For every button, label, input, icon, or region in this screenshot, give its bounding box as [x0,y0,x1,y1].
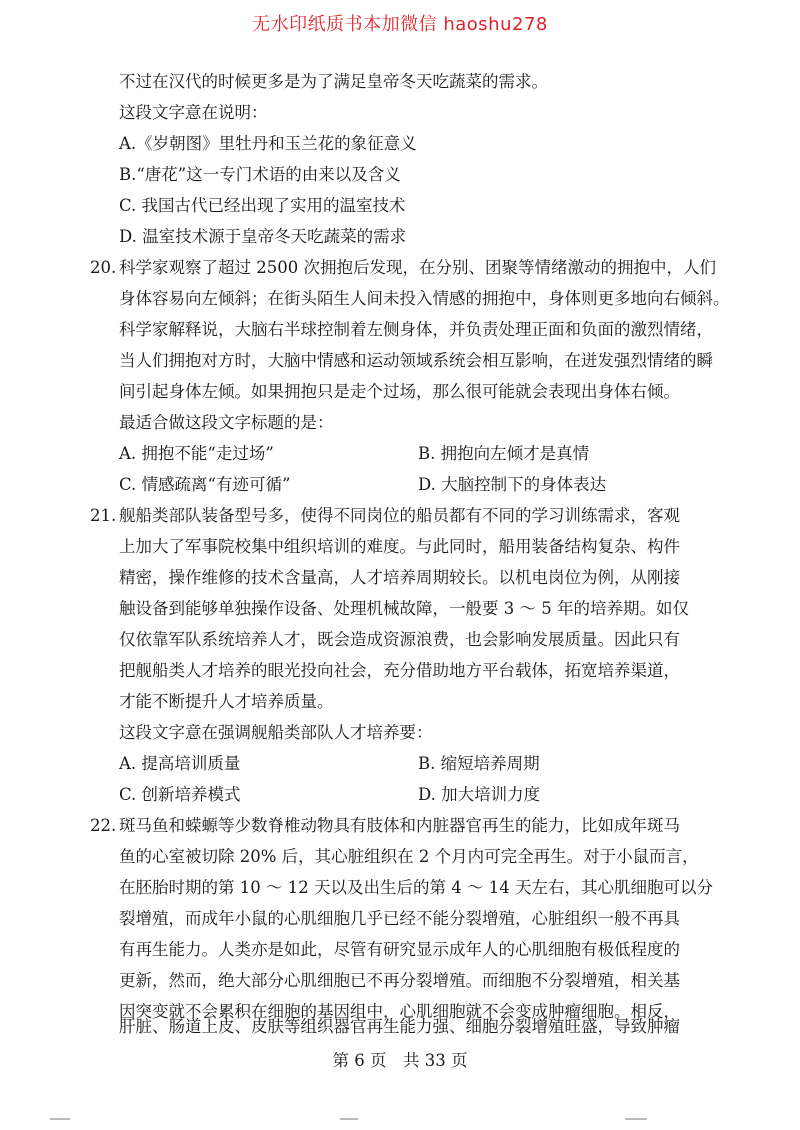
q22-line: 因突变就不会累积在细胞的基因组中，心肌细胞就不会变成肿瘤细胞。相反， [119,1002,680,1021]
page-footer: 第 6 页 共 33 页 [332,1051,468,1070]
scan-specks [0,1118,800,1128]
q21-line: 精密，操作维修的技术含量高，人才培养周期较长。以机电岗位为例，从刚接 [119,568,680,587]
q21-option-d: D. 加大培训力度 [418,785,541,804]
q20-line: 科学家观察了超过 2500 次拥抱后发现，在分别、团聚等情绪激动的拥抱中，人们 [119,258,716,277]
q21-option-a: A. 提高培训质量 [119,754,241,773]
q19-option-b: B.“唐花”这一专门术语的由来以及含义 [119,165,401,184]
scan-speck [50,1118,70,1120]
q21-line: 才能不断提升人才培养质量。 [119,692,334,711]
q21-option-c: C. 创新培养模式 [119,785,241,804]
q19-text-line: 不过在汉代的时候更多是为了满足皇帝冬天吃蔬菜的需求。 [119,72,548,91]
q19-stem: 这段文字意在说明： [119,103,268,122]
q21-line: 把舰船类人才培养的眼光投向社会，充分借助地方平台载体，拓宽培养渠道， [119,661,680,680]
q20-option-b: B. 拥抱向左倾才是真情 [418,444,590,463]
q20-line: 身体容易向左倾斜；在街头陌生人间未投入情感的拥抱中，身体则更多地向右倾斜。 [119,289,730,308]
q21-line: 舰船类部队装备型号多，使得不同岗位的船员都有不同的学习训练需求，客观 [119,506,680,525]
scan-speck [625,1118,647,1120]
q21-stem: 这段文字意在强调舰船类部队人才培养要： [119,723,433,742]
q22-line: 肝脏、肠道上皮、皮肤等组织器官再生能力强、细胞分裂增殖旺盛，导致肿瘤 [119,1017,680,1036]
q22-line: 裂增殖，而成年小鼠的心肌细胞几乎已经不能分裂增殖，心脏组织一般不再具 [119,909,680,928]
q22-line: 有再生能力。人类亦是如此，尽管有研究显示成年人的心肌细胞有极低程度的 [119,940,680,959]
watermark-text: 无水印纸质书本加微信 haoshu278 [252,14,548,35]
q19-option-a: A.《岁朝图》里牡丹和玉兰花的象征意义 [119,134,417,153]
q22-line: 更新，然而，绝大部分心肌细胞已不再分裂增殖。而细胞不分裂增殖，相关基 [119,971,680,990]
q21-line: 仅依靠军队系统培养人才，既会造成资源浪费，也会影响发展质量。因此只有 [119,630,680,649]
q19-option-c: C. 我国古代已经出现了实用的温室技术 [119,196,406,215]
q21-line: 上加大了军事院校集中组织培训的难度。与此同时，船用装备结构复杂、构件 [119,537,680,556]
q22-line: 斑马鱼和蝾螈等少数脊椎动物具有肢体和内脏器官再生的能力，比如成年斑马 [119,816,680,835]
q20-stem: 最适合做这段文字标题的是： [119,413,334,432]
q20-option-c: C. 情感疏离“有迹可循” [119,475,291,494]
q20-option-d: D. 大脑控制下的身体表达 [418,475,607,494]
scan-speck [340,1118,358,1120]
q20-line: 科学家解释说，大脑右半球控制着左侧身体，并负责处理正面和负面的激烈情绪， [119,320,713,339]
q20-option-a: A. 拥抱不能“走过场” [119,444,274,463]
q22-line: 在胚胎时期的第 10 ～ 12 天以及出生后的第 4 ～ 14 天左右，其心肌细胞可以分 [119,878,713,897]
q19-option-d: D. 温室技术源于皇帝冬天吃蔬菜的需求 [119,227,407,246]
q21-option-b: B. 缩短培养周期 [418,754,540,773]
q22-line: 鱼的心室被切除 20% 后，其心脏组织在 2 个月内可完全再生。对于小鼠而言， [119,847,699,866]
q21-number: 21. [90,506,117,525]
q20-line: 当人们拥抱对方时，大脑中情感和运动领域系统会相互影响，在迸发强烈情绪的瞬 [119,351,713,370]
q20-line: 间引起身体左倾。如果拥抱只是走个过场，那么很可能就会表现出身体右倾。 [119,382,680,401]
q22-number: 22. [90,816,117,835]
q21-line: 触设备到能够单独操作设备、处理机械故障，一般要 3 ～ 5 年的培养期。如仅 [119,599,689,618]
q20-number: 20. [90,258,117,277]
